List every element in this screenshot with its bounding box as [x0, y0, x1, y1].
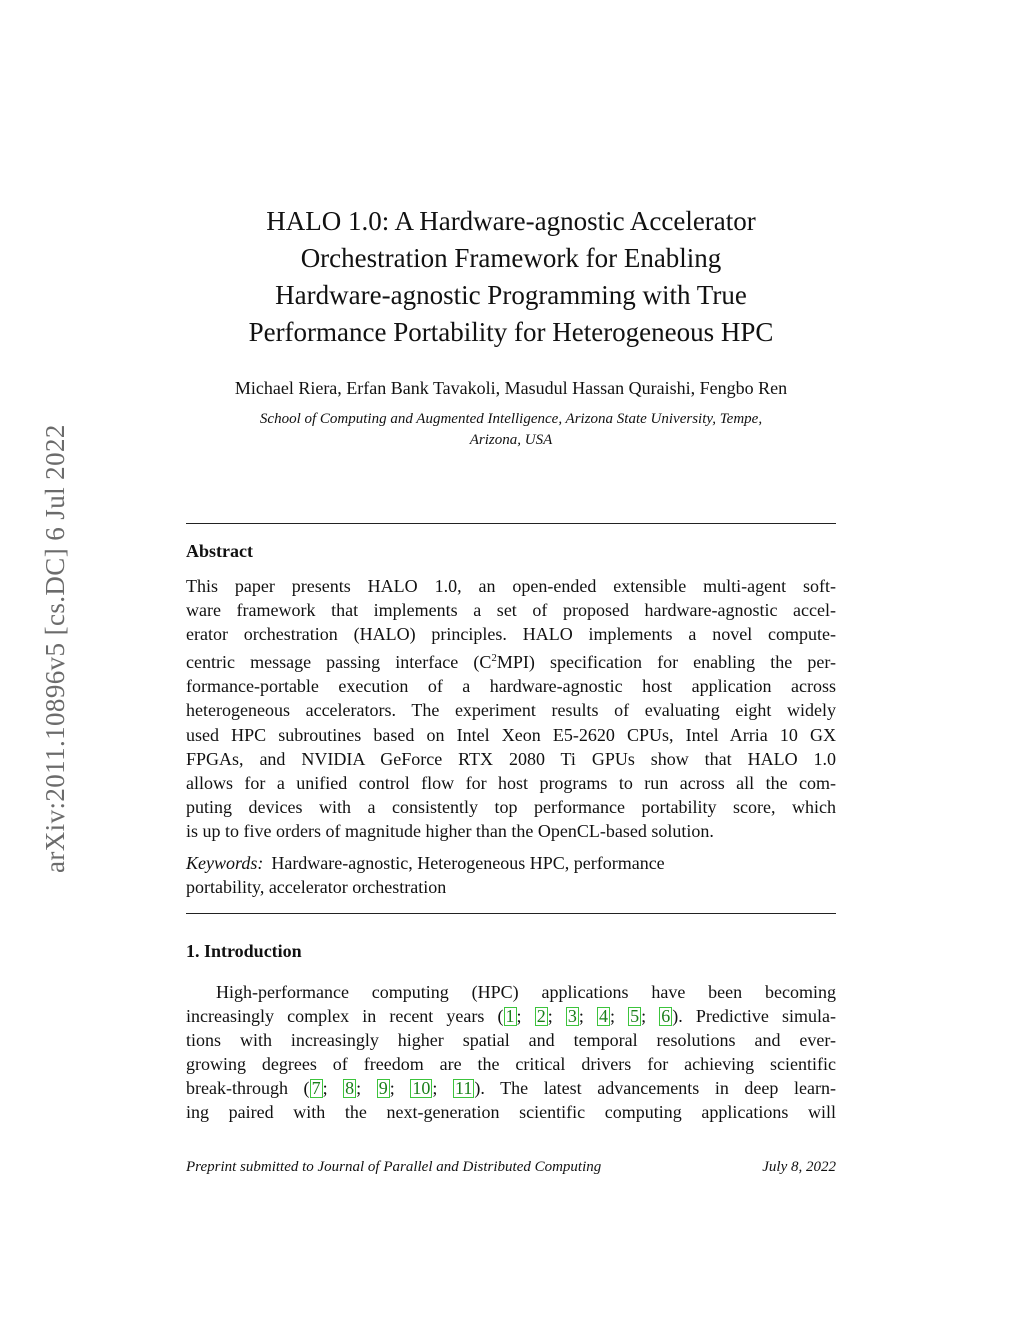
abstract-line: puting devices with a consistently top performance portability score, which [186, 796, 836, 817]
page-footer [186, 1159, 836, 1176]
introduction-heading: 1. Introduction [186, 941, 302, 961]
footer-journal: Preprint submitted to Journal of Parallel and Distributed Computing [186, 1159, 602, 1175]
abstract-heading: Abstract [186, 541, 253, 561]
abstract-line: erator orchestration (HALO) principles. HALO implements a novel compute- [186, 624, 836, 645]
intro-line: High-performance computing (HPC) applications have been becoming [216, 982, 836, 1002]
title-line: Performance Portability for Heterogeneous HPC [248, 317, 774, 347]
affiliation-line: School of Computing and Augmented Intelligence, Arizona State University, Tempe, [259, 411, 763, 427]
affiliation [186, 409, 836, 451]
title-line: Orchestration Framework for Enabling [300, 243, 722, 273]
intro-line: increasingly complex in recent years ( 1 ; 2 ; 3 ; 4 ; 5 ; 6 ). Predictive simula- [186, 1006, 836, 1027]
abstract-line: is up to five orders of magnitude higher than the OpenCL-based solution. [186, 820, 714, 841]
citation-link[interactable]: 6 [661, 1006, 671, 1027]
top-divider [186, 523, 836, 524]
keywords-text: Hardware-agnostic, Heterogeneous HPC, performance [271, 853, 665, 873]
abstract-line: heterogeneous accelerators. The experiment results of evaluating eight widely [186, 700, 836, 721]
abstract-line: used HPC subroutines based on Intel Xeon E5-2620 CPUs, Intel Arria 10 GX [186, 724, 836, 745]
intro-line: tions with increasingly higher spatial and temporal resolutions and ever- [186, 1030, 836, 1051]
citation-link[interactable]: 2 [536, 1006, 546, 1027]
keywords-label: Keywords: [186, 853, 264, 873]
citation-link[interactable]: 9 [378, 1078, 388, 1099]
keywords-text: portability, accelerator orchestration [186, 877, 447, 897]
introduction-body [186, 980, 836, 1125]
intro-line: ing paired with the next-generation scientific computing applications will [186, 1102, 836, 1123]
abstract-body [186, 574, 836, 843]
arxiv-identifier: arXiv:2011.10896v5 [cs.DC] 6 Jul 2022 [40, 424, 70, 874]
abstract-line: centric message passing interface $(C^2MPI)$ specification for enabling the per- [186, 652, 837, 673]
affiliation-line: Arizona, USA [469, 432, 553, 448]
abstract-line: allows for a unified control flow for host programs to run across all the com- [186, 772, 836, 793]
arxiv-side-stamp [40, 373, 84, 925]
bottom-divider [186, 913, 836, 914]
abstract-line: This paper presents HALO 1.0, an open-ended extensible multi-agent soft- [186, 576, 836, 596]
author-list: Michael Riera, Erfan Bank Tavakoli, Masudul Hassan Quraishi, Fengbo Ren [234, 378, 788, 398]
intro-line: growing degrees of freedom are the critical drivers for achieving scientific [186, 1054, 836, 1075]
abstract-line: ware framework that implements a set of proposed hardware-agnostic accel- [186, 600, 836, 621]
citation-link[interactable]: 8 [345, 1078, 355, 1099]
citation-link[interactable]: 4 [598, 1006, 608, 1027]
citation-link[interactable]: 11 [455, 1078, 473, 1099]
abstract-line: FPGAs, and NVIDIA GeForce RTX 2080 Ti GPUs show that HALO 1.0 [186, 748, 836, 769]
citation-link[interactable]: 10 [412, 1078, 431, 1099]
paper-title [186, 203, 836, 351]
footer-date: July 8, 2022 [762, 1159, 836, 1175]
title-line: Hardware-agnostic Programming with True [275, 280, 747, 310]
intro-line: break-through ( 7 ; 8 ; 9 ; 10 ; 11 ). The latest advancements in deep learn- [186, 1078, 836, 1099]
citation-link[interactable]: 3 [567, 1006, 577, 1027]
abstract-line: formance-portable execution of a hardware-agnostic host application across [186, 676, 836, 697]
keywords [186, 851, 836, 899]
title-line: HALO 1.0: A Hardware-agnostic Accelerator [266, 206, 756, 236]
citation-link[interactable]: 5 [630, 1006, 640, 1027]
citation-link[interactable]: 7 [311, 1078, 321, 1099]
citation-link[interactable]: 1 [505, 1006, 515, 1027]
